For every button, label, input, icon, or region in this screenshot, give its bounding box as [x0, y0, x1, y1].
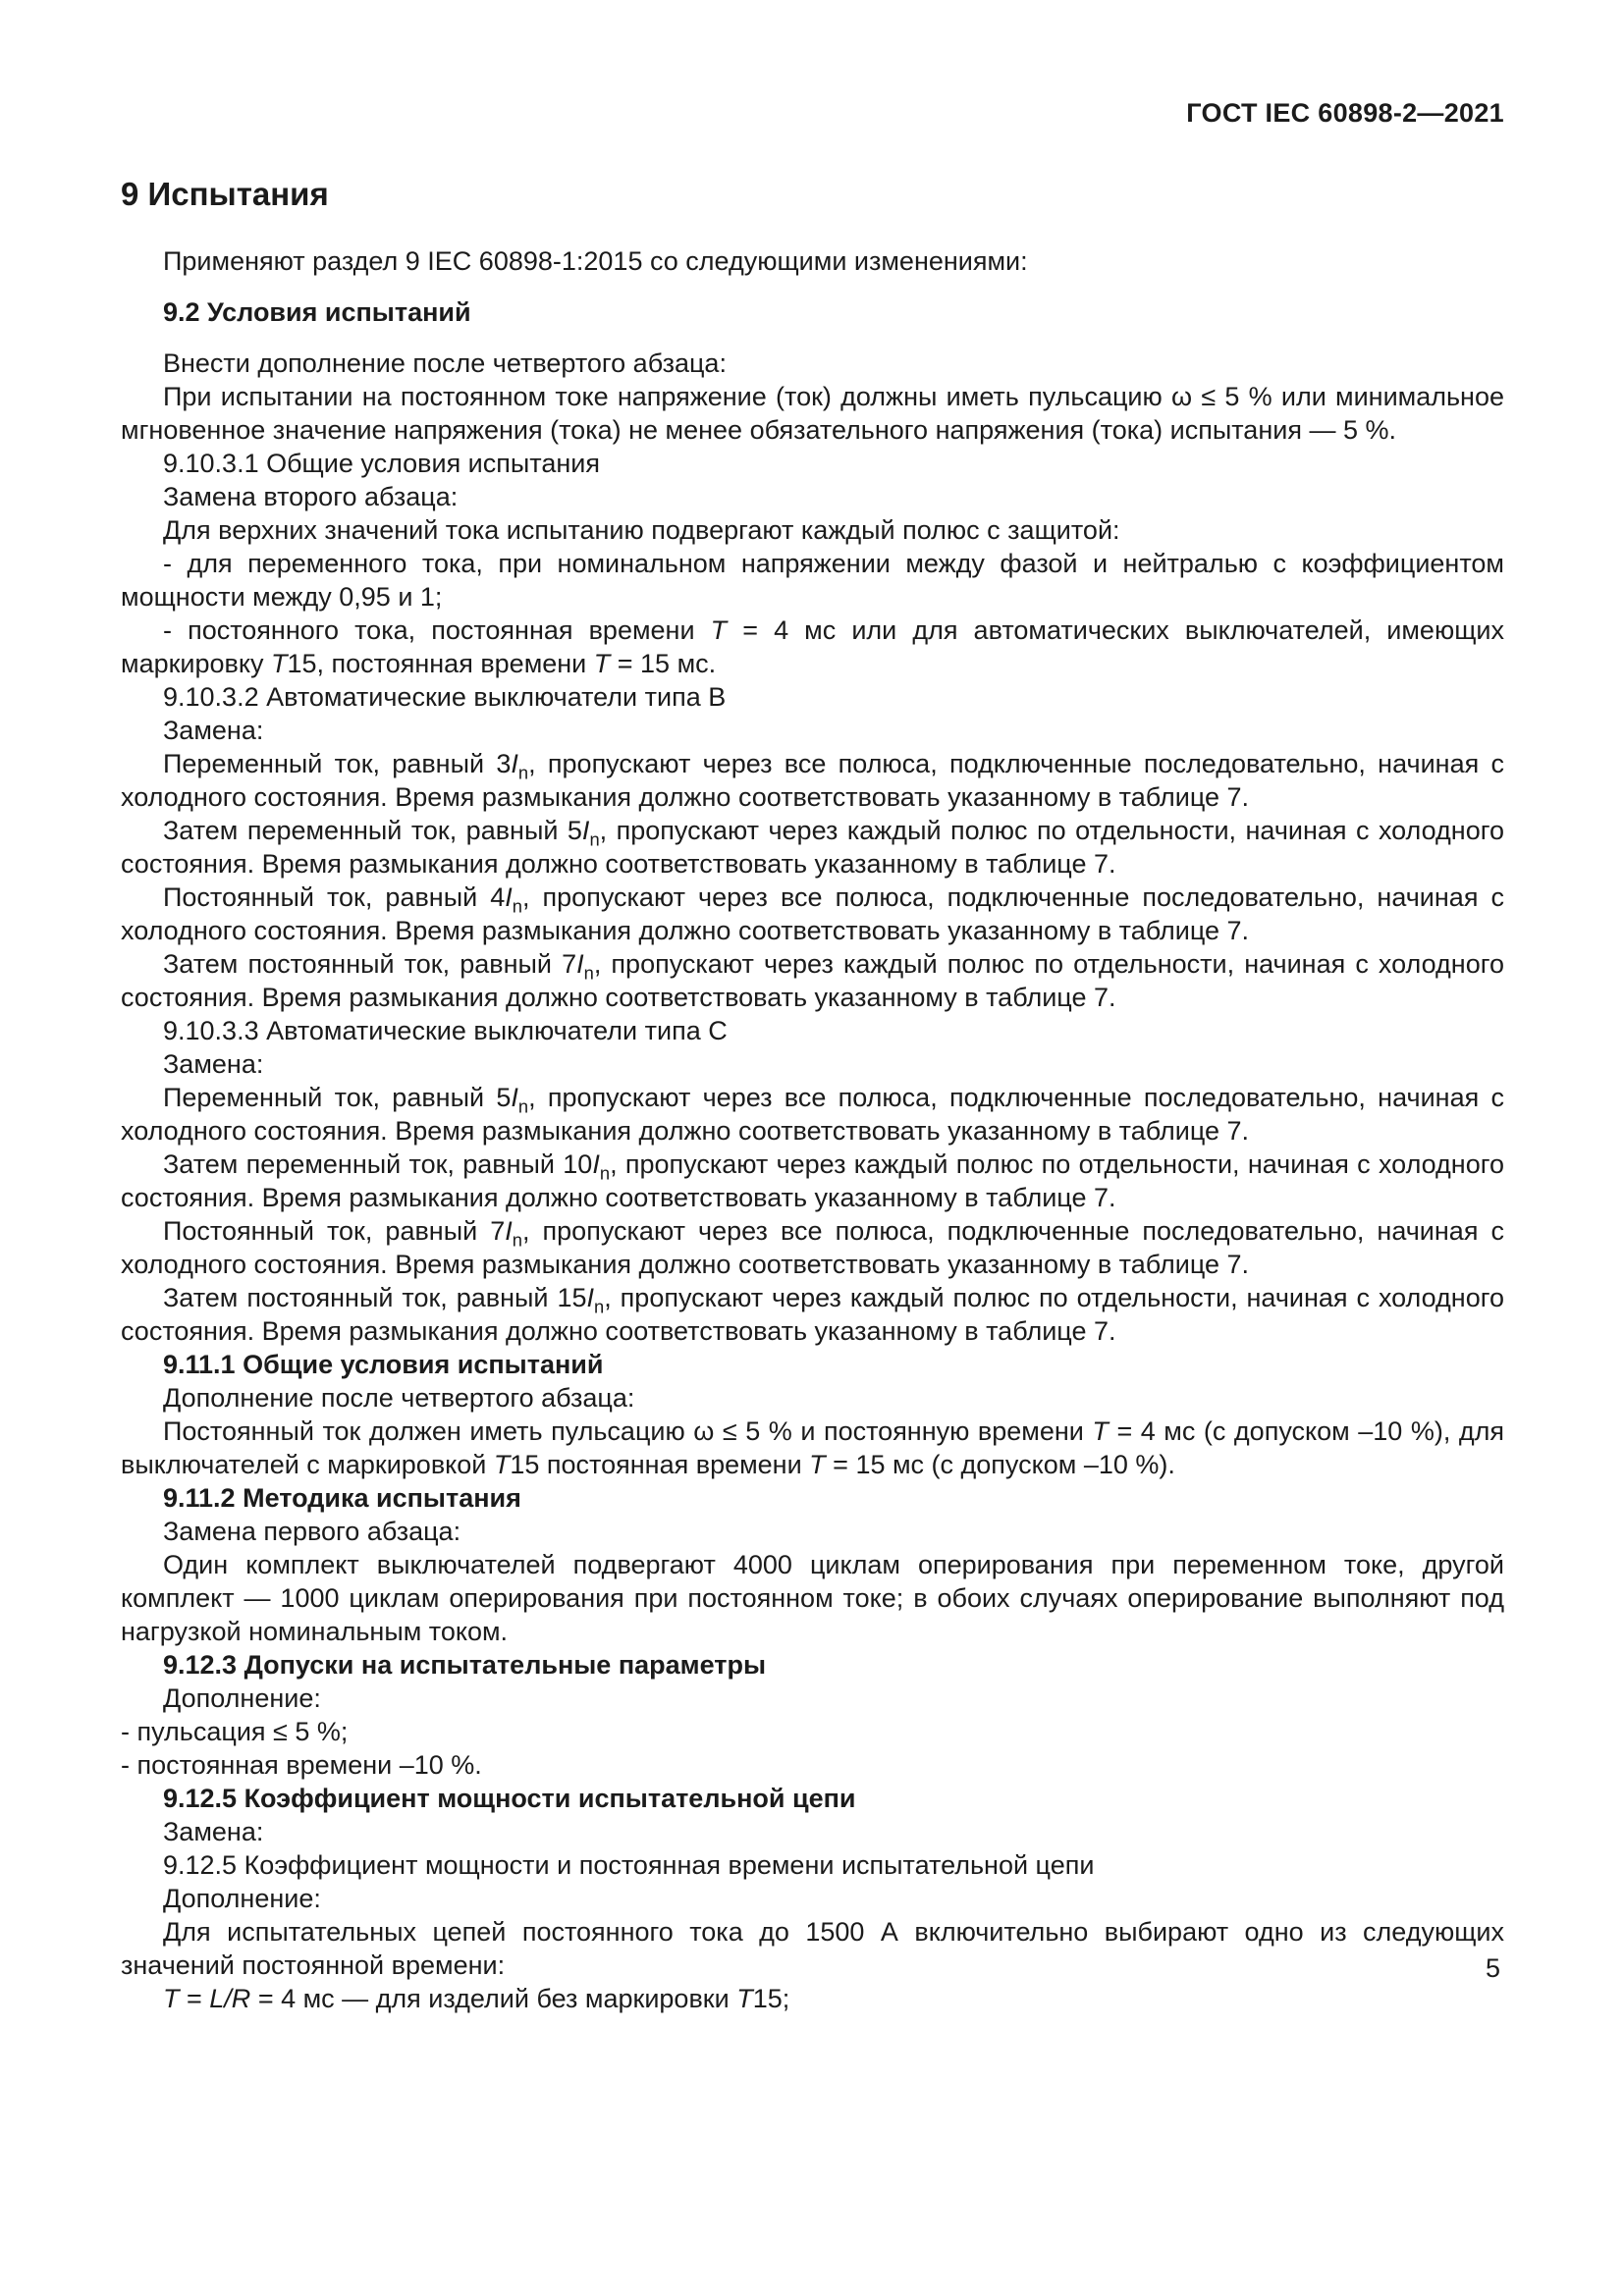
clause-heading: 9.12.3 Допуски на испытательные параметры — [163, 1650, 767, 1680]
paragraph: Затем постоянный ток, равный $15I_n$, пропускают через каждый полюс по отдельности, начиная с холодного состояния. Время размыкания должно соответствовать указанному в таблице 7. — [121, 1283, 1504, 1346]
doc-code-header: ГОСТ IEC 60898-2—2021 — [1186, 98, 1504, 128]
paragraph: Замена: — [163, 1049, 264, 1079]
paragraph: 9.12.5 Коэффициент мощности и постоянная времени испытательной цепи — [163, 1850, 1095, 1880]
paragraph: Затем переменный ток, равный $10I_n$, пропускают через каждый полюс по отдельности, начиная с холодного состояния. Время размыкания должно соответствовать указанному в таблице 7. — [121, 1149, 1505, 1212]
list-item: - постоянная времени –10 %. — [121, 1750, 482, 1780]
paragraph: Переменный ток, равный $3I_n$, пропускают через все полюса, подключенные последовательно, начиная с холодного состояния. Время размыкания должно соответствовать указанному в таблице 7. — [121, 749, 1504, 812]
list-item: - постоянного тока, постоянная времени T = 4 мс или для автоматических выключателей, имеющих маркировку T15, постоянная времени T = 15 мс. — [121, 615, 1504, 678]
paragraph: T = L/R = 4 мс — для изделий без маркировки T15; — [163, 1984, 790, 2013]
paragraph: Применяют раздел 9 IEC 60898-1:2015 со следующими изменениями: — [163, 246, 1028, 276]
paragraph: Постоянный ток должен иметь пульсацию ω ≤ 5 % и постоянную времени T = 4 мс (с допуском –10 %), для выключателей с маркировкой T15 постоянная времени T = 15 мс (с допуском –10 %). — [121, 1416, 1504, 1479]
section-heading: 9 Испытания — [121, 176, 329, 212]
paragraph: Постоянный ток, равный $4I_n$, пропускают через все полюса, подключенные последовательно, начиная с холодного состояния. Время размыкания должно соответствовать указанному в таблице 7. — [121, 882, 1504, 945]
paragraph: Затем постоянный ток, равный $7I_n$, пропускают через каждый полюс по отдельности, начиная с холодного состояния. Время размыкания должно соответствовать указанному в таблице 7. — [121, 949, 1504, 1012]
paragraph: Замена: — [163, 716, 264, 745]
page-number: 5 — [1485, 1953, 1500, 1983]
paragraph: Замена первого абзаца: — [163, 1517, 461, 1546]
paragraph: Постоянный ток, равный $7I_n$, пропускают через все полюса, подключенные последовательно, начиная с холодного состояния. Время размыкания должно соответствовать указанному в таблице 7. — [121, 1216, 1504, 1279]
paragraph: Для испытательных цепей постоянного тока до 1500 А включительно выбирают одно из следующих значений постоянной времени: — [121, 1917, 1504, 1980]
clause-heading: 9.10.3.3 Автоматические выключатели типа C — [163, 1016, 728, 1045]
clause-heading: 9.10.3.2 Автоматические выключатели типа B — [163, 682, 727, 712]
paragraph: Для верхних значений тока испытанию подвергают каждый полюс с защитой: — [163, 515, 1120, 545]
clause-heading: 9.11.1 Общие условия испытаний — [163, 1350, 604, 1379]
clause-heading: 9.11.2 Методика испытания — [163, 1483, 521, 1513]
list-item: - для переменного тока, при номинальном напряжении между фазой и нейтралью с коэффициентом мощности между 0,95 и 1; — [121, 549, 1504, 612]
clause-heading: 9.12.5 Коэффициент мощности испытательной цепи — [163, 1784, 856, 1813]
paragraph: Замена второго абзаца: — [163, 482, 459, 511]
clause-heading: 9.10.3.1 Общие условия испытания — [163, 449, 600, 478]
document-body — [121, 244, 1504, 2015]
paragraph: Один комплект выключателей подвергают 4000 циклам оперирования при переменном токе, другой комплект — 1000 циклам оперирования при постоянном токе; в обоих случаях оперирование выполняют под нагрузкой номинальным током. — [121, 1550, 1504, 1646]
clause-heading: 9.2 Условия испытаний — [163, 297, 471, 327]
paragraph: Переменный ток, равный $5I_n$, пропускают через все полюса, подключенные последовательно, начиная с холодного состояния. Время размыкания должно соответствовать указанному в таблице 7. — [121, 1083, 1504, 1146]
paragraph: Замена: — [163, 1817, 264, 1846]
paragraph: Дополнение: — [163, 1884, 321, 1913]
paragraph: Внести дополнение после четвертого абзаца: — [163, 348, 727, 378]
list-item: - пульсация ≤ 5 %; — [121, 1717, 349, 1746]
paragraph: Затем переменный ток, равный $5I_n$, пропускают через каждый полюс по отдельности, начиная с холодного состояния. Время размыкания должно соответствовать указанному в таблице 7. — [121, 816, 1504, 879]
paragraph: Дополнение: — [163, 1683, 321, 1713]
paragraph: Дополнение после четвертого абзаца: — [163, 1383, 635, 1413]
paragraph: При испытании на постоянном токе напряжение (ток) должны иметь пульсацию ω ≤ 5 % или минимальное мгновенное значение напряжения (тока) не менее обязательного напряжения (тока) испытания — 5 %. — [121, 382, 1504, 445]
